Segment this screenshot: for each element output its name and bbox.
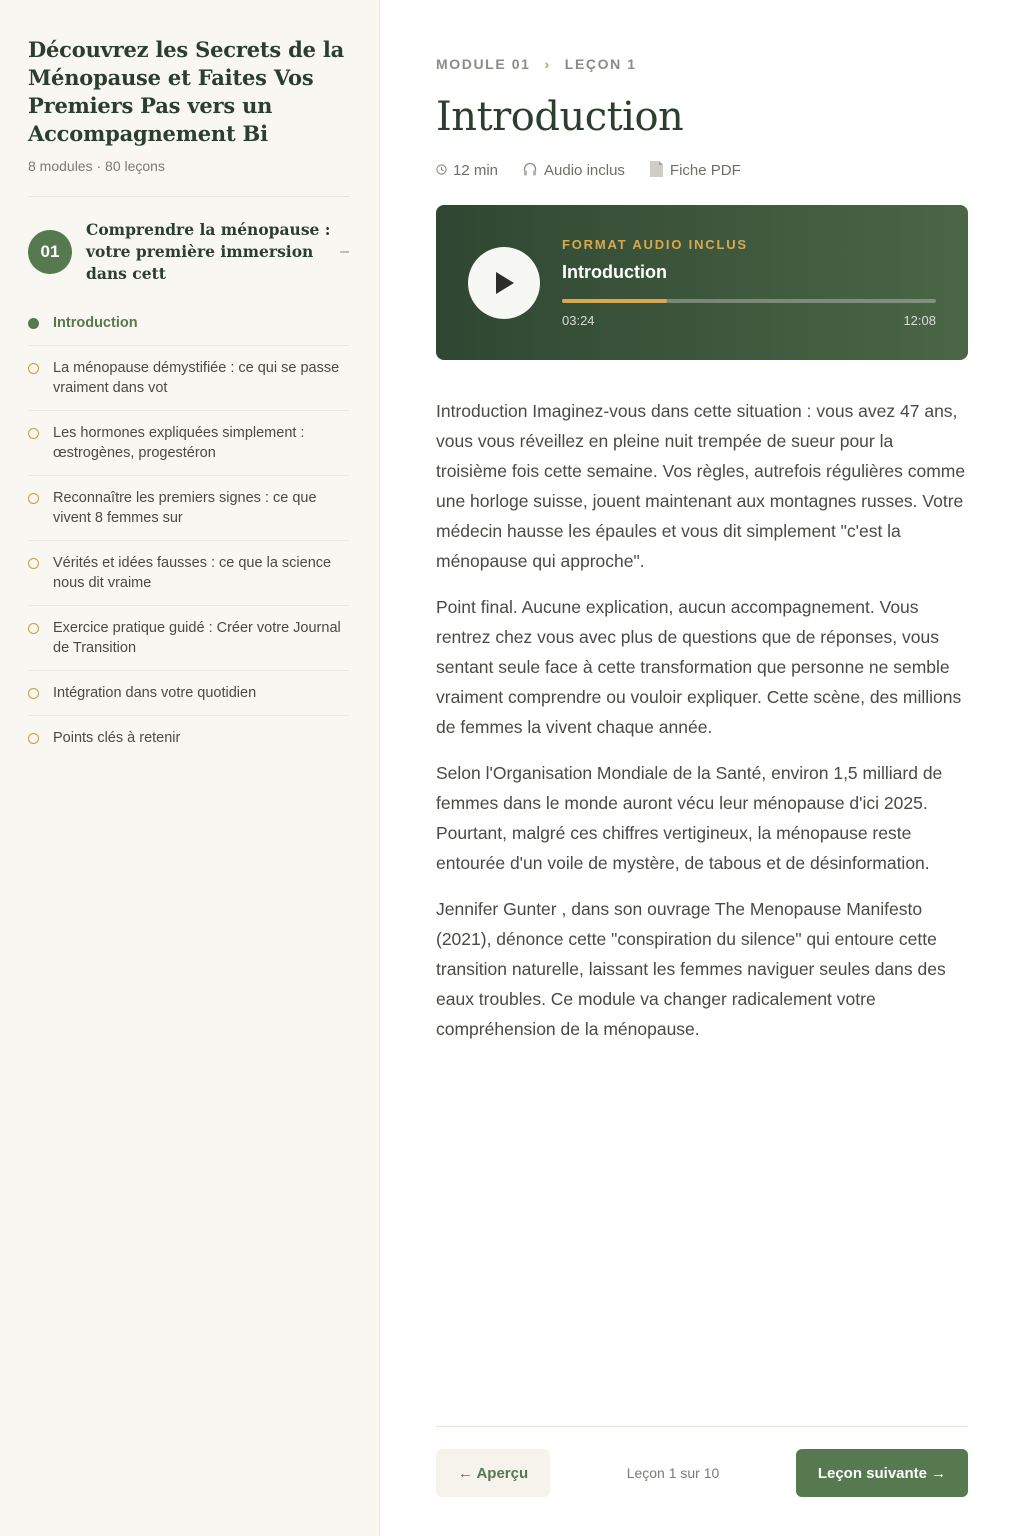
lesson-meta bbox=[436, 160, 968, 181]
collapse-icon[interactable]: – bbox=[340, 243, 349, 260]
player-tag: FORMAT AUDIO INCLUS bbox=[562, 237, 748, 252]
sidebar bbox=[0, 0, 380, 1536]
lesson-counter: Leçon 1 sur 10 bbox=[626, 1465, 720, 1481]
clock-icon bbox=[436, 163, 447, 178]
lesson-status-icon bbox=[28, 363, 39, 374]
page-title: Introduction bbox=[436, 94, 684, 140]
course-meta: 8 modules · 80 leçons bbox=[28, 158, 165, 174]
play-button[interactable] bbox=[468, 247, 540, 319]
previous-button[interactable]: ← Aperçu bbox=[436, 1449, 550, 1497]
duration-text: 12 min bbox=[453, 162, 499, 179]
player-times bbox=[562, 313, 936, 328]
lesson-status-icon bbox=[28, 623, 39, 634]
lesson-item[interactable] bbox=[28, 346, 349, 411]
duration-meta bbox=[436, 162, 498, 179]
lesson-item[interactable] bbox=[28, 476, 349, 541]
lesson-item[interactable] bbox=[28, 301, 349, 346]
lesson-status-icon bbox=[28, 493, 39, 504]
breadcrumb-lesson: LEÇON 1 bbox=[564, 56, 637, 72]
body-paragraph: Selon l'Organisation Mondiale de la Santé, environ 1,5 milliard de femmes dans le monde auront vécu leur ménopause d'ici 2025. Pourtant, malgré ces chiffres vertigineux, la ménopause reste entourée d'un voile de mystère, de tabous et de désinformation. bbox=[436, 763, 943, 873]
audio-meta bbox=[522, 161, 625, 180]
headphones-icon bbox=[522, 161, 538, 180]
lesson-label: Reconnaître les premiers signes : ce que vivent 8 femmes sur bbox=[53, 490, 317, 526]
lesson-label: Intégration dans votre quotidien bbox=[53, 685, 257, 701]
module-number-badge: 01 bbox=[28, 230, 72, 274]
player-title: Introduction bbox=[562, 262, 667, 282]
lesson-status-icon bbox=[28, 318, 39, 329]
pdf-meta[interactable] bbox=[649, 160, 741, 181]
lesson-content bbox=[380, 0, 1024, 1536]
body-paragraph: Introduction Imaginez-vous dans cette situation : vous avez 47 ans, vous vous réveillez en pleine nuit trempée de sueur pour la troisième fois cette semaine. Vos règles, autrefois régulières comme une horloge suisse, jouent maintenant aux montagnes russes. Votre médecin hausse les épaules et vous dit simplement "c'est la ménopause qui approche". bbox=[436, 401, 966, 571]
lesson-item[interactable] bbox=[28, 541, 349, 606]
lesson-label: Introduction bbox=[53, 315, 138, 331]
divider bbox=[28, 196, 349, 197]
course-title: Découvrez les Secrets de la Ménopause et Faites Vos Premiers Pas vers un Accompagnement Bi bbox=[28, 37, 345, 146]
lesson-item[interactable] bbox=[28, 411, 349, 476]
body-paragraph: Jennifer Gunter , dans son ouvrage The Menopause Manifesto (2021), dénonce cette "conspiration du silence" qui entoure cette transition naturelle, laissant les femmes naviguer seules dans des eaux troubles. Ce module va changer radicalement votre compréhension de la ménopause. bbox=[436, 899, 946, 1039]
lesson-footer bbox=[436, 1426, 968, 1497]
play-icon bbox=[492, 270, 516, 296]
lesson-item[interactable] bbox=[28, 716, 349, 760]
module-header[interactable] bbox=[28, 219, 349, 285]
lesson-body bbox=[436, 396, 968, 1044]
breadcrumb bbox=[436, 56, 968, 72]
lesson-status-icon bbox=[28, 733, 39, 744]
lesson-status-icon bbox=[28, 428, 39, 439]
chevron-right-icon: › bbox=[544, 56, 551, 72]
lesson-label: La ménopause démystifiée : ce qui se passe vraiment dans vot bbox=[53, 360, 340, 396]
lesson-status-icon bbox=[28, 558, 39, 569]
lesson-label: Les hormones expliquées simplement : œstrogènes, progestéron bbox=[53, 425, 305, 461]
module-title: Comprendre la ménopause : votre première immersion dans cett bbox=[86, 220, 331, 283]
lesson-item[interactable] bbox=[28, 671, 349, 716]
breadcrumb-module[interactable]: MODULE 01 bbox=[436, 56, 531, 72]
lesson-status-icon bbox=[28, 688, 39, 699]
lesson-label: Exercice pratique guidé : Créer votre Journal de Transition bbox=[53, 620, 341, 656]
total-time: 12:08 bbox=[903, 313, 936, 328]
current-time: 03:24 bbox=[562, 313, 595, 328]
lesson-list bbox=[28, 301, 349, 760]
lesson-label: Vérités et idées fausses : ce que la science nous dit vraime bbox=[53, 555, 332, 591]
audio-player bbox=[436, 205, 968, 360]
progress-bar[interactable] bbox=[562, 299, 936, 303]
audio-text: Audio inclus bbox=[544, 162, 625, 179]
pdf-text: Fiche PDF bbox=[669, 162, 741, 179]
lesson-item[interactable] bbox=[28, 606, 349, 671]
lesson-label: Points clés à retenir bbox=[53, 730, 181, 746]
body-paragraph: Point final. Aucune explication, aucun accompagnement. Vous rentrez chez vous avec plus de questions que de réponses, vous sentant seule face à cette transformation que personne ne semble vraiment comprendre ou vouloir expliquer. Cette scène, des millions de femmes la vivent chaque année. bbox=[436, 597, 962, 737]
player-info bbox=[562, 237, 936, 328]
next-lesson-button[interactable]: Leçon suivante → bbox=[796, 1449, 968, 1497]
progress-fill bbox=[562, 299, 667, 303]
document-icon bbox=[649, 160, 664, 181]
